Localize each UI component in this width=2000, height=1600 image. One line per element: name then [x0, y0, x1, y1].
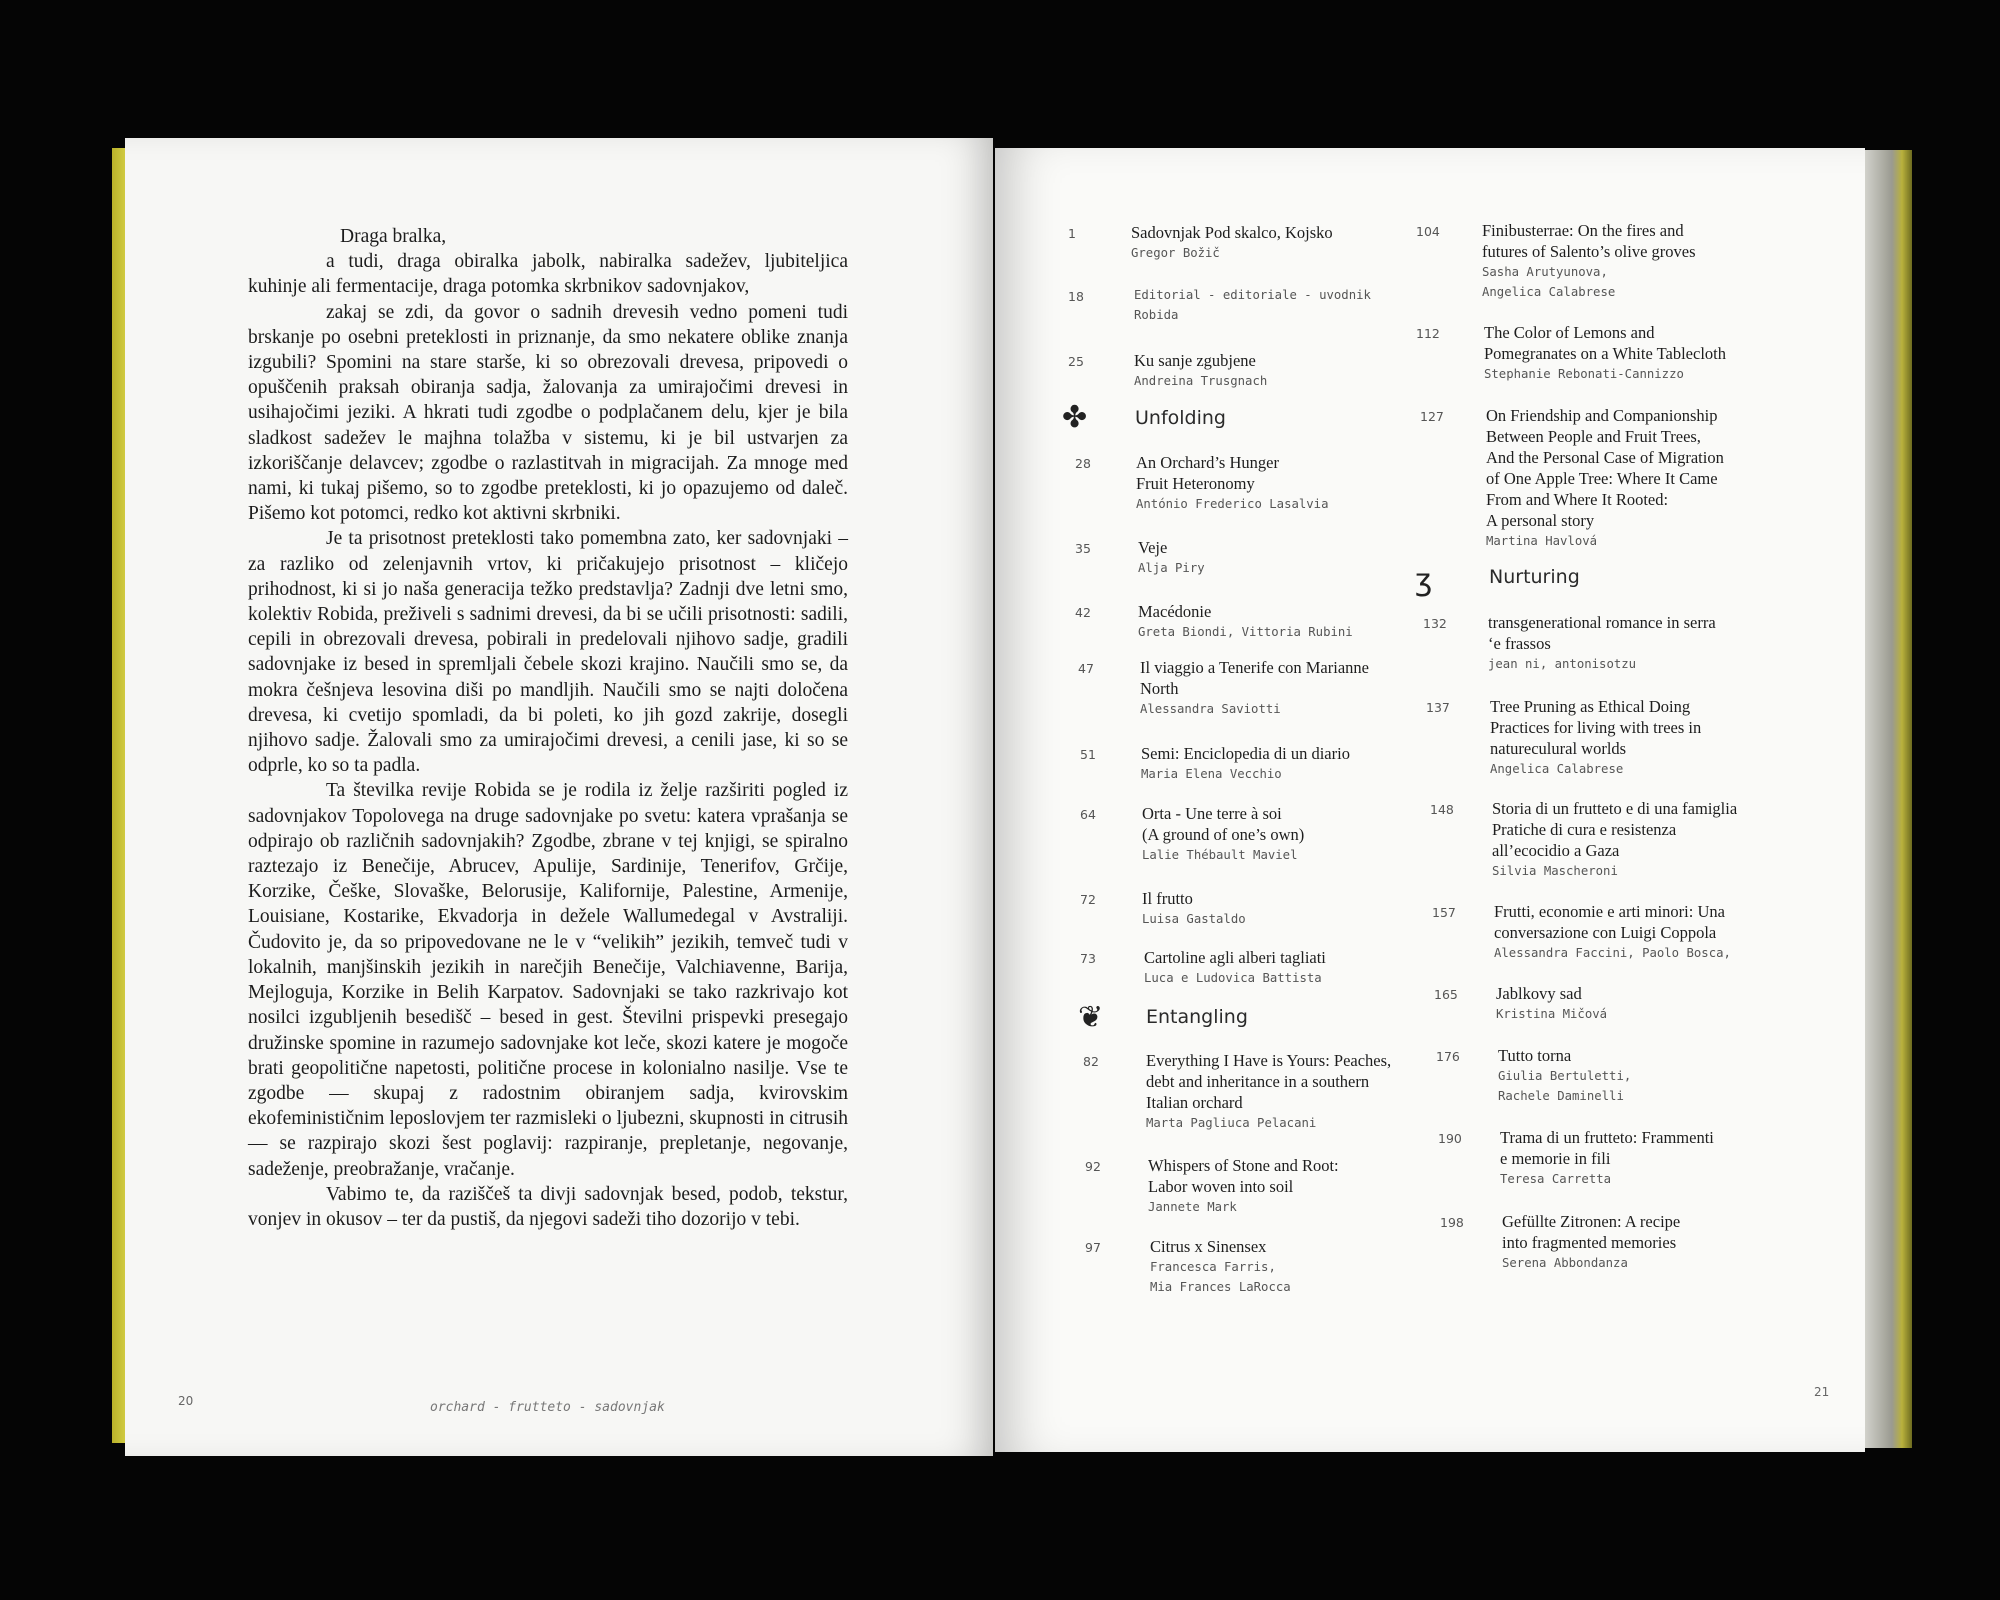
toc-author: Marta Pagliuca Pelacani [1146, 1116, 1317, 1130]
toc-page-number: 97 [1085, 1240, 1101, 1255]
toc-author: Luisa Gastaldo [1142, 912, 1246, 926]
toc-title: Citrus x Sinensex [1150, 1237, 1267, 1256]
toc-title: Semi: Enciclopedia di un diario [1141, 744, 1350, 763]
toc-author: Jannete Mark [1148, 1200, 1237, 1214]
toc-author: Serena Abbondanza [1502, 1256, 1628, 1270]
toc-title: Tree Pruning as Ethical Doing Practices for living with trees in natureculural worlds [1490, 697, 1702, 758]
toc-entry [1142, 888, 1432, 929]
toc-author: Alja Piry [1138, 561, 1205, 575]
toc-author: Angelica Calabrese [1490, 762, 1624, 776]
toc-page-number: 127 [1420, 409, 1444, 424]
toc-page-number: 198 [1440, 1215, 1464, 1230]
toc-entry [1136, 452, 1426, 514]
toc-author: jean ni, antonisotzu [1488, 657, 1637, 671]
toc-entry [1146, 1050, 1436, 1133]
toc-entry [1134, 350, 1424, 391]
toc-entry [1496, 983, 1786, 1024]
toc-page-number: 35 [1075, 541, 1091, 556]
toc-author: António Frederico Lasalvia [1136, 497, 1329, 511]
toc-title: transgenerational romance in serra ‘e frassos [1488, 613, 1716, 653]
toc-page-number: 112 [1416, 326, 1440, 341]
toc-title: On Friendship and Companionship Between People and Fruit Trees, And the Personal Case of Migration of One Apple Tree: Where It Came From and Where It Rooted: A personal story [1486, 406, 1724, 530]
toc-title: Ku sanje zgubjene [1134, 351, 1256, 370]
toc-entry [1140, 657, 1430, 719]
section-entangling: Entangling [1146, 1006, 1248, 1028]
toc-page-number: 165 [1434, 987, 1458, 1002]
section-nurturing: Nurturing [1489, 566, 1580, 588]
toc-author: Kristina Mičová [1496, 1007, 1608, 1021]
toc-entry [1150, 1236, 1440, 1297]
paragraph: Je ta prisotnost preteklosti tako pomembna zato, ker sadovnjaki – za razliko od zelenjavnih vrtov, ki pričakujejo prisotnost – kličejo prihodnost, ki si jo naša generacija težko predstavlja? Zadnji dve letni smo, kolektiv Robida, preživeli s sadnimi drevesi, da bi se učili prisotnosti: sadili, cepili in obrezovali drevesa, pobirali in predelovali njihovo sadje, gradili sadovnjake iz besed in spremljali čebele skozi krajino. Naučili smo se, da mokra češnjeva lesovina diši po mandljih. Naučili smo se najti določena drevesa, ki cvetijo spomladi, da bi poleti, ko jih gozd zakrije, dosegli njihovo sadje. Žalovali smo za umirajočimi drevesi, a cenili jase, ki so se odprle, ko so ta padla. [248, 528, 848, 777]
toc-author: Silvia Mascheroni [1492, 864, 1618, 878]
toc-entry [1488, 612, 1778, 674]
toc-page-number: 92 [1085, 1159, 1101, 1174]
toc-entry [1492, 798, 1782, 881]
paragraph: a tudi, draga obiralka jabolk, nabiralka sadežev, ljubiteljica kuhinje ali fermentacije, draga potomka skrbnikov sadovnjakov, [248, 251, 848, 298]
toc-entry [1134, 285, 1424, 325]
toc-entry [1138, 537, 1428, 578]
toc-page-number: 28 [1075, 456, 1091, 471]
salutation: Draga bralka, [340, 226, 447, 247]
vine-icon: ❦ [1078, 1000, 1104, 1035]
book-edge-right [1862, 150, 1912, 1448]
toc-author: Teresa Carretta [1500, 1172, 1612, 1186]
toc-author: Maria Elena Vecchio [1141, 767, 1282, 781]
toc-author: Greta Biondi, Vittoria Rubini [1138, 625, 1353, 639]
page-number-left: 20 [178, 1394, 194, 1408]
toc-page-number: 51 [1080, 747, 1096, 762]
toc-title: Trama di un frutteto: Frammenti e memorie in fili [1500, 1128, 1714, 1168]
toc-entry [1502, 1211, 1792, 1273]
toc-title: Tutto torna [1498, 1046, 1572, 1065]
toc-author: Giulia Bertuletti, Rachele Daminelli [1498, 1069, 1632, 1103]
running-head: orchard - frutteto - sadovnjak [430, 1400, 665, 1415]
paragraph: Vabimo te, da raziščeš ta divji sadovnjak besed, podob, tekstur, vonjev in okusov – ter da pustiš, da njegovi sadeži tiho dozorijo v tebi. [248, 1183, 848, 1230]
toc-page-number: 42 [1075, 605, 1091, 620]
toc-title: An Orchard’s Hunger Fruit Heteronomy [1136, 453, 1279, 493]
toc-author: Martina Havlová [1486, 534, 1598, 548]
toc-author: Francesca Farris, Mia Frances LaRocca [1150, 1260, 1291, 1294]
toc-entry [1498, 1045, 1788, 1106]
toc-page-number: 72 [1080, 892, 1096, 907]
toc-title: Sadovnjak Pod skalco, Kojsko [1131, 223, 1333, 242]
toc-entry [1144, 947, 1434, 988]
toc-title: Macédonie [1138, 602, 1212, 621]
toc-title: Il frutto [1142, 889, 1193, 908]
toc-page-number: 104 [1416, 224, 1440, 239]
toc-author: Editorial - editoriale - uvodnik Robida [1134, 288, 1371, 322]
toc-author: Luca e Ludovica Battista [1144, 971, 1322, 985]
paragraph: zakaj se zdi, da govor o sadnih drevesih vedno pomeni tudi brskanje po osebni preteklosti in priznanje, da smo nekatere oblike znanja izgubili? Spomini na stare starše, ki so obrezovali drevesa, pripovedi o opuščenih praksah obiranja sadja, žalovanja za umirajočimi drevesi in usihajočimi jeziki. A hkrati tudi zgodbe o podplačanem delu, kjer je bila sladkost sadežev le majhna tolažba v sistemu, ki je bil ustvarjen za izkoriščanje delavcev; zgodbe o razlastitvah in migracijah. Za mnoge med nami, ki tukaj pišemo, so to zgodbe preteklosti, ki jo opazujemo od daleč. Pišemo kot potomci, redko kot aktivni skrbniki. [248, 301, 848, 525]
toc-page-number: 132 [1423, 616, 1447, 631]
toc-author: Stephanie Rebonati-Cannizzo [1484, 367, 1684, 381]
toc-entry [1142, 803, 1432, 865]
toc-title: Orta - Une terre à soi (A ground of one’s own) [1142, 804, 1305, 844]
paragraph: Ta številka revije Robida se je rodila iz želje razširiti pogled iz sadovnjakov Topolovega na druge sadovnjake po svetu: katera vprašanja se odpirajo ob različnih sadovnjakih? Zgodbe, zbrane v tej knjigi, se spiralno raztezajo iz Benečije, Abrucev, Apulije, Sardinije, Tenerifov, Grčije, Korzike, Češke, Slovaške, Belorusije, Kalifornije, Palestine, Armenije, Louisiane, Kostarike, Ekvadorja in dežele Wallumedegal v Avstraliji. Čudovito je, da so pripovedovane ne le v “velikih” jezikih, temveč tudi v lokalnih, manjšinskih jezikih in narečjih Benečije, Valchiavenne, Barija, Mejloguja, Korzike in Belih Karpatov. Sadovnjaki se tako razkrivajo kot nosilci izgubljenih besedišč – besed in gest. Številni prispevki presegajo družinske spomine in razumejo sadovnjake kot leče, skozi katere je mogoče brati geopolitične napetosti, politične procese in kolonialno nasilje. Vse te zgodbe — skupaj z radostnim obiranjem sadja, kvirovskim ekofeminističnim leposlovjem ter razmisleki o ljubezni, skupnosti in citrusih — se razpirajo skozi šest poglavij: razpiranje, prepletanje, negovanje, sadeženje, preobražanje, vračanje. [248, 780, 848, 1180]
toc-entry [1494, 901, 1784, 963]
section-unfolding: Unfolding [1135, 407, 1226, 429]
toc-page-number: 82 [1083, 1054, 1099, 1069]
toc-page-number: 1 [1068, 226, 1076, 241]
toc-page-number: 47 [1078, 661, 1094, 676]
toc-entry [1486, 405, 1776, 551]
toc-entry [1500, 1127, 1790, 1189]
toc-author: Alessandra Saviotti [1140, 702, 1281, 716]
toc-page-number: 137 [1426, 700, 1450, 715]
curl-icon: ʒ [1415, 563, 1433, 598]
toc-page-number: 64 [1080, 807, 1096, 822]
toc-entry [1490, 696, 1780, 779]
leaf-cluster-icon: ✤ [1062, 400, 1088, 435]
toc-title: Jablkovy sad [1496, 984, 1582, 1003]
editorial-text [248, 224, 848, 1232]
toc-page-number: 157 [1432, 905, 1456, 920]
toc-author: Alessandra Faccini, Paolo Bosca, [1494, 946, 1731, 960]
toc-author: Gregor Božič [1131, 246, 1220, 260]
toc-title: Everything I Have is Yours: Peaches, debt and inheritance in a southern Italian orchard [1146, 1051, 1392, 1112]
toc-page-number: 148 [1430, 802, 1454, 817]
toc-title: Storia di un frutteto e di una famiglia Pratiche di cura e resistenza all’ecocidio a Gaza [1492, 799, 1738, 860]
toc-title: Finibusterrae: On the fires and futures of Salento’s olive groves [1482, 221, 1696, 261]
toc-page-number: 73 [1080, 951, 1096, 966]
toc-title: Whispers of Stone and Root: Labor woven into soil [1148, 1156, 1339, 1196]
toc-title: The Color of Lemons and Pomegranates on a White Tablecloth [1484, 323, 1726, 363]
toc-entry [1484, 322, 1774, 384]
toc-title: Il viaggio a Tenerife con Marianne North [1140, 658, 1369, 698]
toc-title: Frutti, economie e arti minori: Una conversazione con Luigi Coppola [1494, 902, 1725, 942]
toc-title: Cartoline agli alberi tagliati [1144, 948, 1326, 967]
toc-entry [1131, 222, 1421, 263]
toc-author: Andreina Trusgnach [1134, 374, 1268, 388]
toc-author: Lalie Thébault Maviel [1142, 848, 1298, 862]
toc-entry [1482, 220, 1772, 302]
toc-page-number: 25 [1068, 354, 1084, 369]
toc-entry [1148, 1155, 1438, 1217]
toc-title: Gefüllte Zitronen: A recipe into fragmented memories [1502, 1212, 1681, 1252]
toc-page-number: 176 [1436, 1049, 1460, 1064]
toc-entry [1138, 601, 1428, 642]
toc-author: Sasha Arutyunova, Angelica Calabrese [1482, 265, 1616, 299]
toc-page-number: 190 [1438, 1131, 1462, 1146]
toc-page-number: 18 [1068, 289, 1084, 304]
toc-title: Veje [1138, 538, 1168, 557]
toc-entry [1141, 743, 1431, 784]
page-number-right: 21 [1814, 1385, 1830, 1399]
